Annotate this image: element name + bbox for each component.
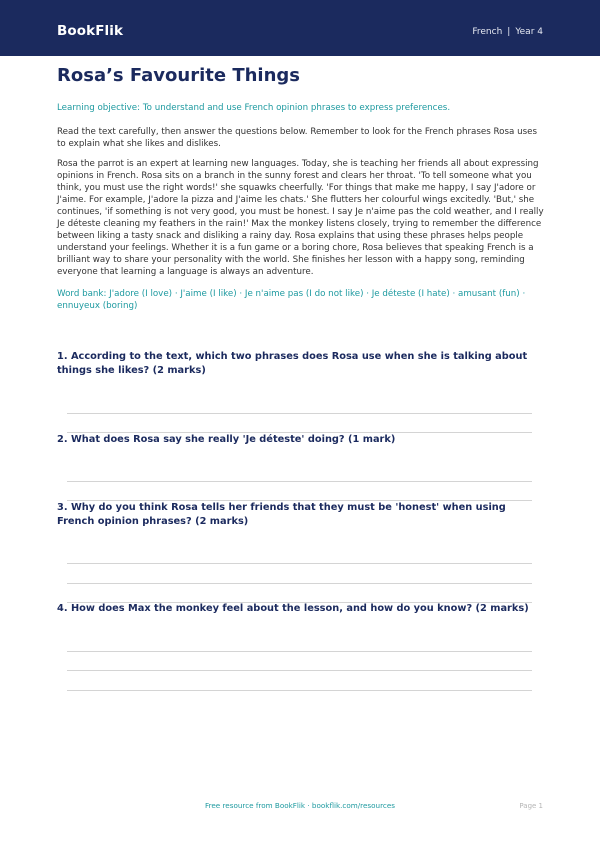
answer-line[interactable]: [67, 413, 532, 414]
question-1: [57, 350, 544, 377]
question-text: 2. What does Rosa say she really 'Je déteste' doing? (1 mark): [57, 434, 396, 445]
answer-line[interactable]: [67, 670, 532, 671]
word-bank: Word bank: J'adore (I love) · J'aime (I like) · Je n'aime pas (I do not like) · Je déteste (I hate) · amusant (fun) · ennuyeux (boring): [57, 289, 526, 311]
footer-credit[interactable]: [0, 801, 600, 810]
header-meta: [472, 27, 543, 37]
question-text: 3. Why do you think Rosa tells her friends that they must be 'honest' when using French opinion phrases? (2 marks): [57, 502, 506, 527]
meta-separator: |: [507, 27, 511, 37]
answer-line[interactable]: [67, 481, 532, 482]
answer-line[interactable]: [67, 583, 532, 584]
header-bar: [0, 0, 600, 56]
worksheet-body: [57, 64, 544, 312]
answer-line[interactable]: [67, 563, 532, 564]
question-2: [57, 433, 544, 447]
footer-link[interactable]: Free resource from BookFlik · bookflik.com/resources: [204, 801, 396, 810]
instructions: Read the text carefully, then answer the questions below. Remember to look for the French phrases Rosa uses to explain what she likes and dislikes.: [57, 127, 538, 149]
learning-objective: Learning objective: To understand and use French opinion phrases to express preferences.: [57, 103, 451, 113]
subject-label: French: [472, 27, 503, 37]
question-text: 4. How does Max the monkey feel about the lesson, and how do you know? (2 marks): [57, 603, 529, 614]
question-text: 1. According to the text, which two phrases does Rosa use when she is talking about things she likes? (2 marks): [57, 351, 528, 376]
page-number: Page 1: [519, 802, 543, 810]
answer-line[interactable]: [67, 651, 532, 652]
question-4: [57, 602, 544, 616]
page-title: Rosa’s Favourite Things: [57, 65, 301, 86]
reading-passage: Rosa the parrot is an expert at learning new languages. Today, she is teaching her friends all about expressing opinions in French. Rosa sits on a branch in the sunny forest and clears her throat. 'To tell someone what you think, you must use the right words!' she squawks cheerfully. 'For things that make me happy, I say J'adore or J'aime. For example, J'adore la pizza and J'aime les chats.' She flutters her colourful wings excitedly. 'But,' she continues, 'if something is not very good, you must be honest. I say Je n'aime pas the cold weather, and I really Je déteste cleaning my feathers in the rain!' Max the monkey listens closely, trying to remember the difference between liking a tasty snack and disliking a rainy day. Rosa explains that using these phrases helps people understand your feelings. Whether it is a fun game or a boring chore, Rosa believes that speaking French is a brilliant way to share your personality with the world. She finishes her lesson with a happy song, reminding everyone that learning a language is always an adventure.: [57, 159, 544, 277]
answer-line[interactable]: [67, 690, 532, 691]
question-3: [57, 501, 544, 528]
brand-logo: BookFlik: [57, 23, 124, 39]
year-label: Year 4: [515, 27, 543, 37]
